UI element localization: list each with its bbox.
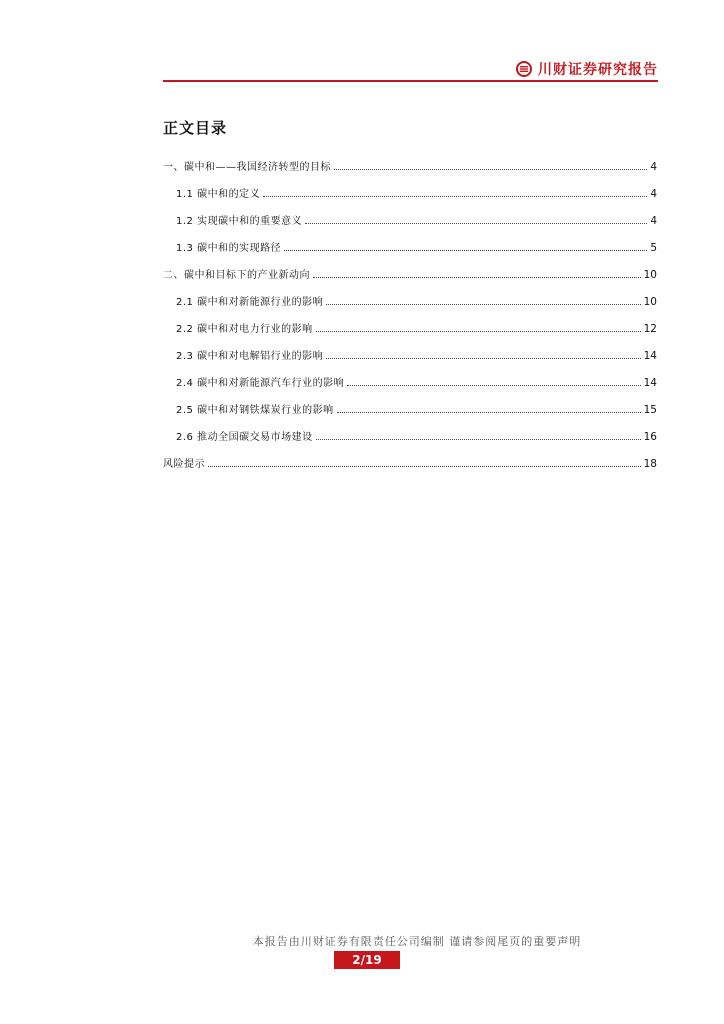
toc-entry[interactable]	[163, 173, 657, 200]
toc-entry-label: 1.1 碳中和的定义	[176, 189, 261, 200]
toc-entry[interactable]	[163, 443, 657, 470]
toc-entry[interactable]	[163, 200, 657, 227]
table-of-contents	[163, 146, 657, 470]
toc-entry-label: 1.2 实现碳中和的重要意义	[176, 216, 303, 227]
toc-entry-label: 风险提示	[163, 459, 205, 470]
toc-entry-label: 2.6 推动全国碳交易市场建设	[176, 432, 313, 443]
toc-entry[interactable]	[163, 389, 657, 416]
toc-entry-label: 2.2 碳中和对电力行业的影响	[176, 324, 313, 335]
toc-entry-page: 18	[643, 458, 657, 470]
toc-dot-leader	[337, 412, 641, 413]
toc-entry[interactable]	[163, 146, 657, 173]
toc-entry[interactable]	[163, 416, 657, 443]
toc-dot-leader	[326, 304, 641, 305]
toc-entry-page: 4	[650, 161, 657, 173]
toc-entry-label: 2.5 碳中和对钢铁煤炭行业的影响	[176, 405, 334, 416]
toc-entry-page: 10	[643, 269, 657, 281]
toc-dot-leader	[316, 331, 641, 332]
toc-entry-page: 14	[643, 377, 657, 389]
toc-dot-leader	[347, 385, 641, 386]
toc-entry-page: 14	[643, 350, 657, 362]
toc-dot-leader	[334, 169, 647, 170]
toc-entry[interactable]	[163, 308, 657, 335]
toc-entry-label: 二、碳中和目标下的产业新动向	[163, 270, 310, 281]
toc-entry-page: 4	[650, 188, 657, 200]
chuancai-logo-icon	[516, 61, 532, 77]
toc-dot-leader	[326, 358, 641, 359]
brand-title: 川财证券研究报告	[538, 62, 658, 78]
toc-entry[interactable]	[163, 254, 657, 281]
toc-entry-label: 一、碳中和——我国经济转型的目标	[163, 162, 331, 173]
toc-entry-page: 5	[650, 242, 657, 254]
toc-entry-page: 4	[650, 215, 657, 227]
toc-entry-page: 16	[643, 431, 657, 443]
toc-dot-leader	[313, 277, 641, 278]
toc-entry[interactable]	[163, 362, 657, 389]
toc-entry-page: 12	[643, 323, 657, 335]
footer-disclaimer: 本报告由川财证券有限责任公司编制 谨请参阅尾页的重要声明	[252, 935, 582, 948]
toc-entry[interactable]	[163, 335, 657, 362]
toc-entry-page: 10	[643, 296, 657, 308]
toc-entry-page: 15	[643, 404, 657, 416]
toc-title: 正文目录	[163, 119, 228, 137]
toc-dot-leader	[305, 223, 647, 224]
toc-entry[interactable]	[163, 227, 657, 254]
toc-entry-label: 2.4 碳中和对新能源汽车行业的影响	[176, 378, 345, 389]
toc-dot-leader	[263, 196, 647, 197]
report-header-brand	[516, 59, 658, 79]
toc-dot-leader	[316, 439, 641, 440]
page-number-badge: 2/19	[334, 951, 400, 969]
toc-dot-leader	[208, 466, 641, 467]
toc-entry-label: 1.3 碳中和的实现路径	[176, 243, 282, 254]
toc-entry-label: 2.1 碳中和对新能源行业的影响	[176, 297, 324, 308]
toc-entry[interactable]	[163, 281, 657, 308]
header-divider	[163, 80, 658, 82]
toc-dot-leader	[284, 250, 647, 251]
toc-entry-label: 2.3 碳中和对电解铝行业的影响	[176, 351, 324, 362]
